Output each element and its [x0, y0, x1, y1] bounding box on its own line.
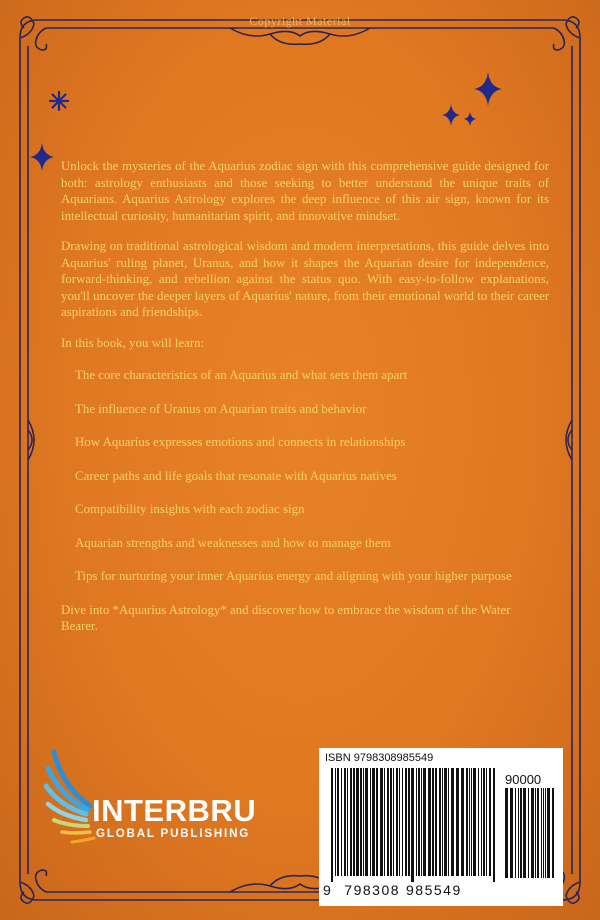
list-item: Tips for nurturing your inner Aquarius energy and aligning with your higher purpose	[75, 569, 512, 583]
barcode-bar	[505, 788, 508, 878]
barcode-bar	[444, 768, 447, 876]
list-item: The core characteristics of an Aquarius and what sets them apart	[75, 368, 408, 382]
barcode-bar	[473, 768, 476, 876]
barcode-bar	[543, 788, 544, 878]
barcode-bar	[402, 768, 403, 876]
barcode-bar	[515, 788, 516, 878]
barcode-bar	[466, 768, 468, 876]
barcode-bar	[350, 768, 352, 876]
barcode-bar	[347, 768, 348, 876]
barcode-bar	[370, 768, 371, 876]
barcode-bar	[344, 768, 346, 876]
publisher-subtitle: GLOBAL PUBLISHING	[96, 827, 251, 840]
list-item: The influence of Uranus on Aquarian traits and behavior	[75, 401, 367, 416]
barcode-bar	[376, 768, 378, 876]
learn-list	[61, 367, 549, 585]
barcode-bar	[428, 768, 431, 876]
barcode-bar	[469, 768, 470, 876]
barcode-bar	[353, 768, 355, 876]
barcode-bar	[411, 768, 414, 882]
sparkle-star-icon	[464, 112, 476, 126]
learn-intro: In this book, you will learn:	[61, 335, 205, 350]
barcode-bar	[416, 768, 417, 876]
barcode-bar	[545, 788, 546, 878]
list-item: Aquarian strengths and weaknesses and how to manage them	[75, 535, 391, 550]
barcode-bar	[456, 768, 459, 876]
barcode-bar	[547, 788, 550, 878]
barcode-bar	[531, 788, 534, 878]
barcode-bar	[372, 768, 375, 876]
sparkle-star-icon	[442, 104, 460, 126]
isbn-label: ISBN 9798308985549	[325, 752, 434, 764]
barcode-bar	[439, 768, 441, 876]
barcode-bar	[432, 768, 434, 876]
barcode-bar	[380, 768, 383, 876]
barcode-bar	[396, 768, 398, 876]
barcode-digits	[323, 882, 462, 898]
description-paragraph: Drawing on traditional astrological wisdom and modern interpretations, this guide delves into Aquarius' ruling planet, Uranus, and how it shapes the Aquarian desire for independence, forward-thinking, and rebellion against the status quo. With easy-to-follow explanations, you'll uncover the deeper layers of Aquarius' nature, from their emotional world to their career aspirations and friendships.	[61, 239, 549, 319]
barcode-bar	[451, 768, 454, 876]
book-description	[61, 158, 549, 649]
barcode-bar	[518, 788, 519, 878]
publisher-name: INTERBRU	[92, 793, 257, 828]
barcode-bar	[387, 768, 389, 876]
barcode-bar	[461, 768, 464, 876]
barcode-bar	[360, 768, 362, 876]
barcode-bar	[365, 768, 368, 876]
barcode-bar	[483, 768, 485, 876]
barcode-bar	[471, 768, 472, 876]
barcode-bar	[384, 768, 385, 876]
barcode-bar	[331, 768, 333, 882]
barcode-bar	[337, 768, 339, 876]
barcode-bar	[442, 768, 443, 876]
barcode-bar	[418, 768, 420, 876]
barcode-bar	[478, 768, 479, 876]
copyright-watermark: Copyright Material	[249, 14, 351, 28]
barcode-bar	[363, 768, 364, 876]
barcode-digit-group: 798308	[344, 882, 401, 898]
list-item: Compatibility insights with each zodiac sign	[75, 502, 305, 516]
barcode-bar	[405, 768, 407, 876]
barcode-bar	[523, 788, 526, 878]
barcode-bar	[435, 768, 437, 876]
barcode-bar	[541, 788, 542, 878]
star-burst-icon	[48, 90, 70, 112]
barcode-bar	[393, 768, 394, 876]
list-item: How Aquarius expresses emotions and connects in relationships	[75, 435, 406, 449]
barcode-bar	[390, 768, 392, 876]
barcode-bar	[489, 768, 491, 876]
barcode-bars	[331, 768, 497, 884]
barcode-bar	[486, 768, 487, 876]
barcode-bar	[399, 768, 400, 876]
barcode-bar	[423, 768, 426, 876]
barcode-bar	[408, 768, 410, 876]
barcode-addon-bars	[505, 788, 557, 880]
sparkle-star-icon	[30, 143, 54, 171]
barcode-bar	[537, 788, 539, 878]
list-item: Career paths and life goals that resonate with Aquarius natives	[75, 468, 397, 483]
barcode-bar	[552, 788, 554, 878]
sparkle-star-icon	[474, 72, 502, 106]
isbn-barcode	[319, 748, 563, 906]
barcode-bar	[448, 768, 449, 876]
barcode-bar	[510, 788, 513, 878]
barcode-bar	[335, 768, 336, 876]
closing-paragraph: Dive into *Aquarius Astrology* and discover how to embrace the wisdom of the Water Bearer.	[61, 602, 511, 633]
description-paragraph: Unlock the mysteries of the Aquarius zodiac sign with this comprehensive guide designed for both: astrology enthusiasts and those seeking to better understand the unique traits of Aquarians. Aquarius Astrology explores the deep influence of this air sign, known for its intellectual curiosity, humanitarian spirit, and innovative mindset.	[61, 159, 549, 223]
barcode-bar	[356, 768, 359, 876]
barcode-bar	[520, 788, 522, 878]
barcode-bar	[341, 768, 342, 876]
barcode-digit-group: 985549	[406, 882, 462, 898]
barcode-bar	[421, 768, 422, 876]
price-code: 90000	[505, 772, 542, 787]
barcode-bar	[528, 788, 529, 878]
barcode-digit-lead: 9	[323, 882, 333, 898]
barcode-bar	[535, 788, 536, 878]
barcode-bar	[493, 768, 495, 882]
barcode-bar	[481, 768, 482, 876]
